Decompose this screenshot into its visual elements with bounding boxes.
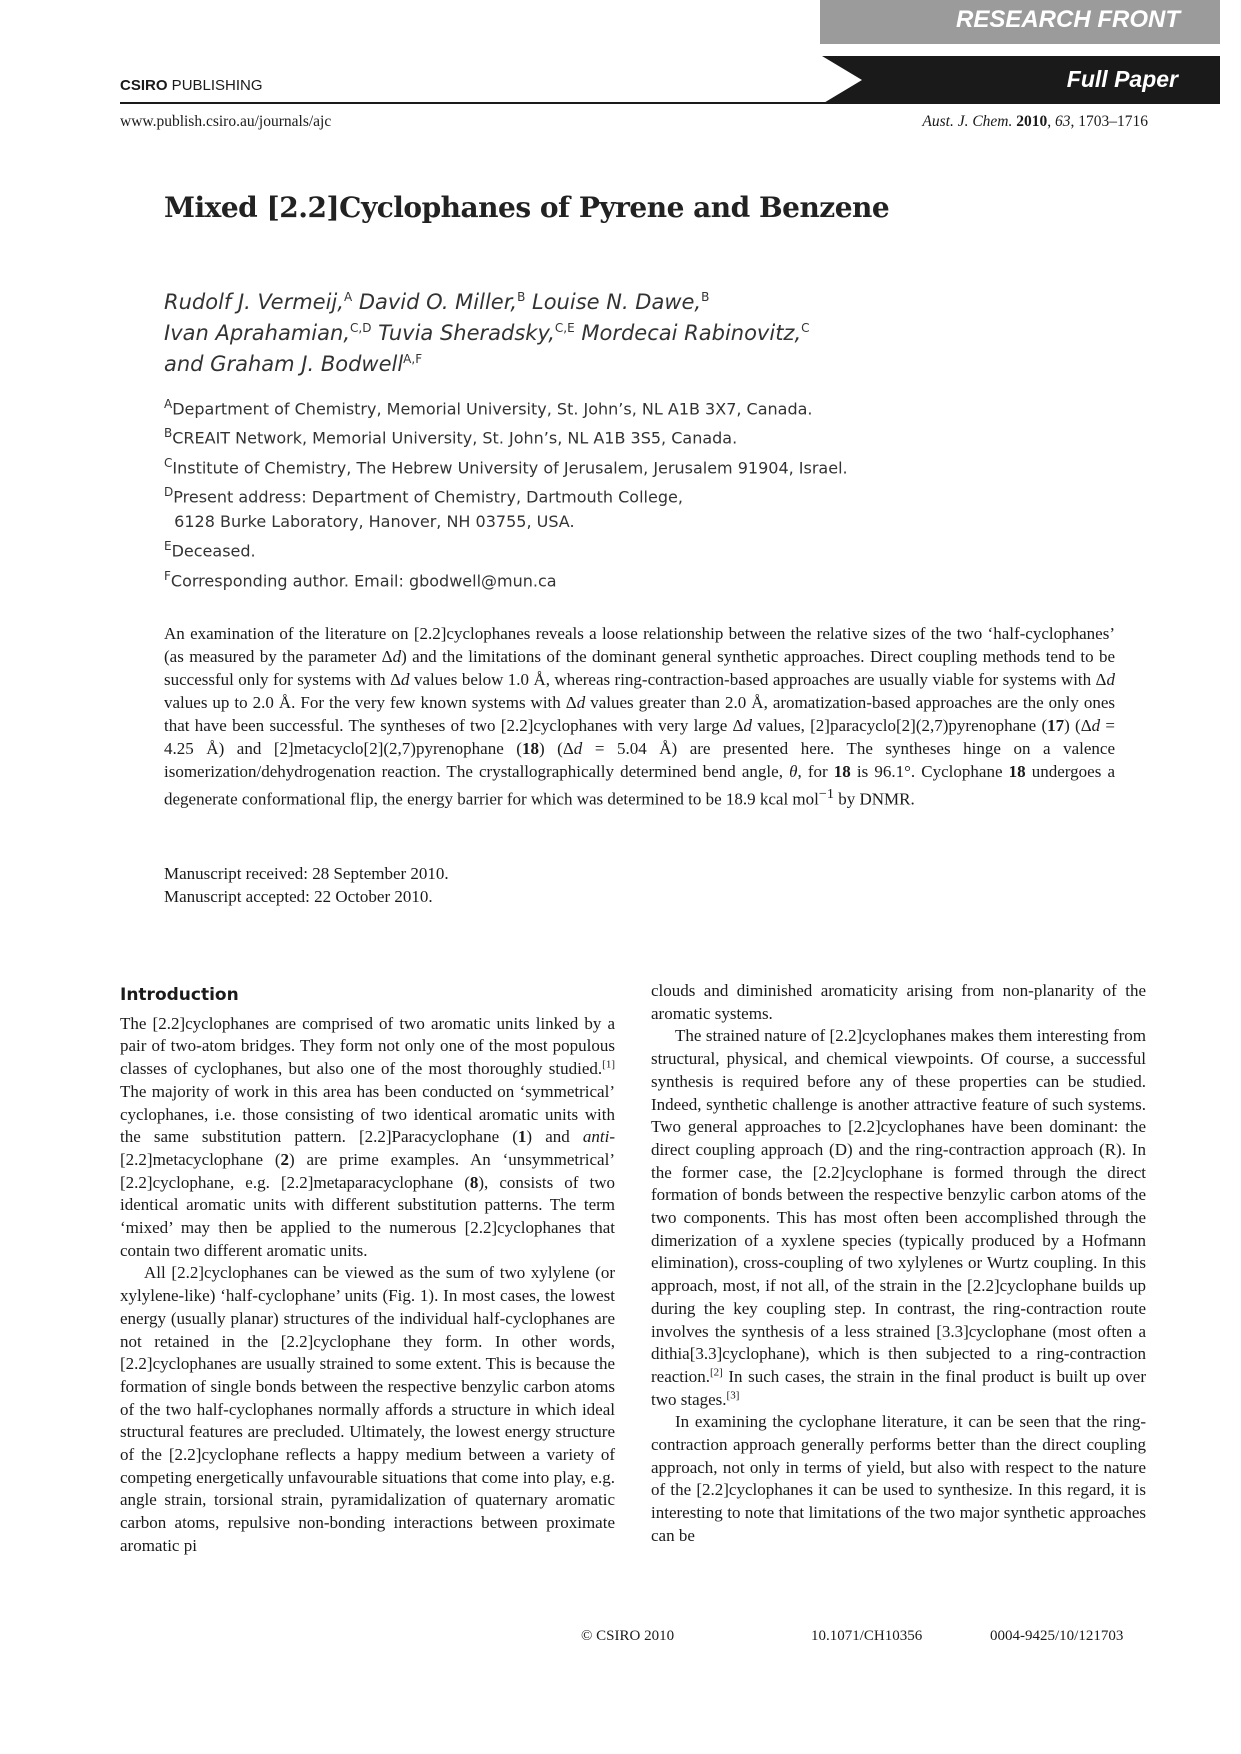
body-paragraph-run: -[2.2]metacyclophane ( [120,1127,615,1169]
affiliation-text: Deceased. [171,541,256,561]
research-front-banner: RESEARCH FRONT [820,0,1220,44]
abstract-run: , for [797,762,834,781]
abstract-run: = 5.04 Å) are presented here. The syntheses hinge on a valence isomerization/dehydrogenation reaction. The crystallographically determined bend angle, [164,739,1115,781]
body-paragraph-run: ) are prime examples. An ‘unsymmetrical’ [2.2]cyclophane, e.g. [2.2]metaparacyclophane ( [120,1149,615,1192]
abstract-run: d [401,670,410,689]
affiliation-line [164,534,1064,563]
abstract-run: values, [2]paracyclo[2](2,7)pyrenophane ( [751,716,1048,735]
author-list [164,284,1064,377]
author-affiliation-marker: C,E [554,321,575,335]
affiliation-marker: D [164,484,174,499]
author-affiliation-marker: B [701,290,710,304]
abstract-run: d [392,647,402,666]
right-column [651,980,1146,1548]
affiliation-line [164,451,1064,480]
body-paragraph [120,1262,615,1557]
affiliation-line [164,421,1064,450]
journal-year: 2010 [1016,113,1048,130]
author-name: Rudolf J. Vermeij, [164,290,344,314]
body-paragraph-run: 8 [469,1172,479,1192]
body-paragraph-run: All [2.2]cyclophanes can be viewed as the sum of two xylylene (or xylylene-like) ‘half-cyclophane’ units (Fig. 1). In most cases, the lowest energy (usually planar) structures of the individual half-cyclophanes are not retained in the [2.2]cyclophane they form. In other words, [2.2]cyclophanes are usually strained to some extent. This is because the formation of single bonds between the respective benzylic carbon atoms of the two half-cyclophanes normally affords a structure in which ideal structural features are precluded. Ultimately, the lowest energy structure of the [2.2]cyclophane reflects a happy medium between a variety of competing energetically unfavourable situations that come into play, e.g. angle strain, torsional strain, pyramidalization of quaternary aromatic carbon atoms, repulsive non-bonding interactions between proximate aromatic pi [120,1263,615,1555]
affiliation-line [164,392,1064,421]
manuscript-dates [164,862,449,908]
journal-name: Aust. J. Chem. [922,113,1013,130]
body-paragraph-run: The strained nature of [2.2]cyclophanes makes them interesting from structural, physical, and chemical viewpoints. Of course, a successful synthesis is required before any of these properties can be studied. Indeed, synthetic challenge is another attractive feature of such systems. Two general approaches to [2.2]cyclophanes have been dominant: the direct coupling approach (D) and the ring-contraction approach (R). In the former case, the [2.2]cyclophane is formed through the direct formation of bonds between the respective benzylic carbon atoms of the two components. This has most often been accomplished through the dimerization of a xyxlene species (typically produced by a Hofmann elimination), cross-coupling of two xylylenes or Wurtz coupling. In this approach, most, if not all, of the strain in the [2.2]cyclophane builds up during the key coupling step. In contrast, the ring-contraction route involves the synthesis of a less strained [3.3]cyclophane (most often a dithia[3.3]cyclophane), which is then subjected to a ring-contraction reaction. [651,1026,1146,1386]
publisher-name-bold: CSIRO [120,77,168,94]
full-paper-label: Full Paper [1066,66,1178,92]
body-paragraph-run: In examining the cyclophane literature, it can be seen that the ring-contraction approach generally performs better than the direct coupling approach, not only in terms of yield, but also with respect to the nature of the [2.2]cyclophanes it can be used to synthesize. In this regard, it is interesting to note that limitations of the two major synthetic approaches can be [651,1412,1146,1545]
accepted-date: Manuscript accepted: 22 October 2010. [164,887,433,906]
journal-citation: Aust. J. Chem. 2010, 63, 1703–1716 [922,113,1148,130]
right-column-body [651,980,1146,1548]
affiliation-text: Corresponding author. Email: gbodwell@mun.ca [170,570,557,590]
abstract-run: 18 [1008,762,1026,781]
body-paragraph-run: ), consists of two identical aromatic units with different substitution patterns. The term ‘mixed’ may then be applied to the numerous [2.2]cyclophanes that contain two different aromatic units. [120,1172,615,1260]
journal-url-link[interactable]: www.publish.csiro.au/journals/ajc [120,113,332,130]
affiliation-text: Present address: Department of Chemistry, Dartmouth College, [173,487,683,507]
abstract-run: = 4.25 Å) and [2]metacyclo[2](2,7)pyrenophane ( [164,716,1116,758]
affiliation-marker: B [164,426,173,441]
author-affiliation-marker: C,D [350,321,372,335]
author-name: and Graham J. Bodwell [164,352,404,376]
abstract-run: d [1091,716,1101,735]
author-affiliation-marker: C [801,321,810,335]
affiliation-marker: F [164,568,171,583]
body-paragraph [120,1013,615,1263]
journal-volume: 63 [1055,113,1071,130]
abstract-run: θ [789,762,798,781]
doi-link[interactable]: 10.1071/CH10356 [811,1628,923,1644]
affiliation-line [164,509,1064,534]
body-paragraph [651,1025,1146,1411]
body-paragraph-run: 2 [280,1149,290,1169]
affiliation-marker: C [164,455,173,470]
body-paragraph-run: anti [582,1127,610,1147]
body-paragraph-run: [2] [710,1366,723,1379]
abstract-run: 18 [521,739,539,758]
affiliation-marker: A [164,397,173,411]
introduction-heading: Introduction [120,985,239,1005]
abstract-run: ) (Δ [1064,716,1092,735]
issn-code: 0004-9425/10/121703 [990,1628,1124,1644]
author-affiliation-marker: B [517,290,526,304]
abstract-run: d [573,739,583,758]
author-name: Tuvia Sheradsky, [371,321,555,345]
body-paragraph-run: 1 [517,1127,527,1147]
affiliation-line [164,564,1064,593]
abstract-run: values below 1.0 Å, whereas ring-contraction-based approaches are usually viable for systems with Δ [409,670,1107,689]
abstract-run: 18 [833,762,851,781]
body-paragraph [651,980,1146,1025]
affiliation-marker: E [164,539,172,554]
abstract-run: values up to 2.0 Å. For the very few known systems with Δ [164,693,577,712]
body-paragraph-run: In such cases, the strain in the final product is built up over two stages. [651,1366,1146,1409]
body-paragraph-run: The majority of work in this area has been conducted on ‘symmetrical’ cyclophanes, i.e. those consisting of two identical aromatic units with the same substitution pattern. [2.2]Paracyclophane ( [120,1081,615,1147]
journal-pages: , 1703–1716 [1070,113,1148,130]
abstract-run: ) (Δ [538,739,574,758]
abstract-run: d [743,716,752,735]
affiliation-text: CREAIT Network, Memorial University, St. John’s, NL A1B 3S5, Canada. [172,428,738,448]
header-rule [120,102,840,104]
abstract-run: undergoes a degenerate conformational flip, the energy barrier for which was determined to be 18.9 kcal mol [164,762,1115,809]
body-paragraph [651,1411,1146,1547]
abstract-run: by DNMR. [833,789,915,809]
abstract-run: −1 [818,786,834,802]
body-paragraph-run: [1] [602,1058,615,1071]
affiliation-text: Department of Chemistry, Memorial University, St. John’s, NL A1B 3X7, Canada. [172,399,813,419]
abstract-run: 17 [1047,716,1065,735]
affiliation-line [164,480,1064,509]
copyright-notice: © CSIRO 2010 [581,1628,675,1644]
abstract-run: An examination of the literature on [2.2]cyclophanes reveals a loose relationship between the relative sizes of the two ‘half-cyclophanes’ (as measured by the parameter Δ [164,624,1115,666]
full-paper-banner [822,56,1220,104]
author-affiliation-marker: A [343,290,353,304]
abstract-run: d [1106,670,1115,689]
author-name: Ivan Aprahamian, [164,321,350,345]
abstract-run: is 96.1°. Cyclophane [850,762,1009,781]
abstract-run: values greater than 2.0 Å, aromatization-based approaches are the only ones that have been successful. The syntheses of two [2.2]cyclophanes with very large Δ [164,693,1115,735]
body-paragraph-run: clouds and diminished aromaticity arising from non-planarity of the aromatic systems. [651,981,1146,1023]
affiliation-text: 6128 Burke Laboratory, Hanover, NH 03755, USA. [164,512,575,532]
affiliation-text: Institute of Chemistry, The Hebrew University of Jerusalem, Jerusalem 91904, Israel. [172,457,848,477]
received-date: Manuscript received: 28 September 2010. [164,864,449,883]
author-name: Louise N. Dawe, [525,290,702,314]
publisher-name [120,77,263,94]
body-paragraph-run: [3] [726,1389,740,1401]
abstract-run: d [576,693,586,712]
left-column-body [120,1013,615,1558]
author-affiliation-marker: A,F [403,352,423,366]
author-name: Mordecai Rabinovitz, [574,321,802,345]
body-paragraph-run: The [2.2]cyclophanes are comprised of two aromatic units linked by a pair of two-atom bridges. They form not only one of the most populous classes of cyclophanes, but also one of the most thoroughly studied. [120,1013,615,1079]
paper-title: Mixed [2.2]Cyclophanes of Pyrene and Benzene [164,191,890,224]
affiliation-list [164,392,1064,593]
author-name: David O. Miller, [352,290,518,314]
abstract-run: ) and the limitations of the dominant general synthetic approaches. Direct coupling methods tend to be successful only for systems with Δ [164,647,1116,689]
body-paragraph-run: ) and [526,1127,583,1147]
publisher-name-rest: PUBLISHING [167,77,263,94]
abstract [164,622,1115,811]
left-column [120,984,615,1558]
